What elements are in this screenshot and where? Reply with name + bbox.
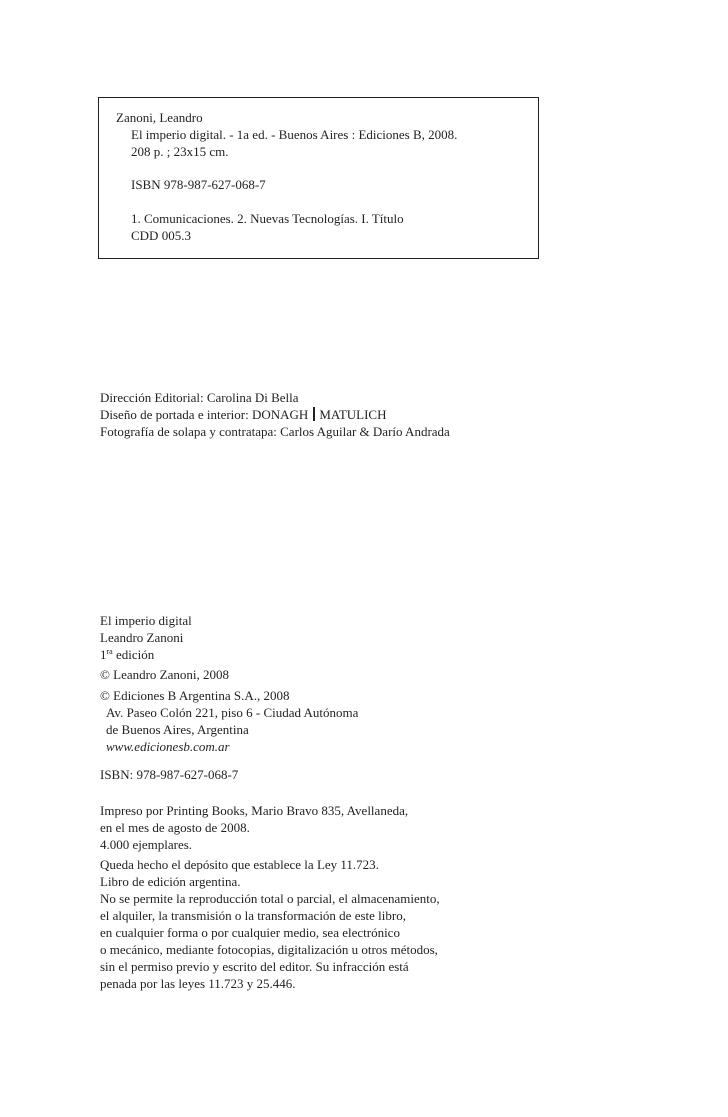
catalog-physical-description: 208 p. ; 23x15 cm. xyxy=(131,144,229,159)
imprint-title-block xyxy=(100,612,192,663)
legal-line: Libro de edición argentina. xyxy=(100,874,241,889)
editorial-direction: Dirección Editorial: Carolina Di Bella xyxy=(100,390,299,405)
copyright-publisher: © Ediciones B Argentina S.A., 2008 xyxy=(100,688,290,703)
book-title: El imperio digital xyxy=(100,613,192,628)
publisher-block xyxy=(100,687,358,755)
isbn-block xyxy=(100,766,238,783)
imprint-isbn: ISBN: 978-987-627-068-7 xyxy=(100,767,239,782)
catalog-subjects: 1. Comunicaciones. 2. Nuevas Tecnologías. I. Título xyxy=(131,211,404,226)
legal-line: Queda hecho el depósito que establece la Ley 11.723. xyxy=(100,857,379,872)
legal-line: sin el permiso previo y escrito del editor. Su infracción está xyxy=(100,959,409,974)
photo-credit: Fotografía de solapa y contratapa: Carlos Aguilar & Darío Andrada xyxy=(100,424,450,439)
catalog-author: Zanoni, Leandro xyxy=(116,110,203,125)
copyright-author-block xyxy=(100,666,229,683)
printing-block xyxy=(100,802,408,853)
edition-word: edición xyxy=(112,647,155,662)
legal-line: el alquiler, la transmisión o la transformación de este libro, xyxy=(100,908,406,923)
catalog-isbn: ISBN 978-987-627-068-7 xyxy=(131,177,266,192)
publisher-website: www.edicionesb.com.ar xyxy=(106,739,230,754)
legal-line: penada por las leyes 11.723 y 25.446. xyxy=(100,976,296,991)
catalog-description: El imperio digital. - 1a ed. - Buenos Aires : Ediciones B, 2008. xyxy=(131,127,458,142)
publisher-address-line2: de Buenos Aires, Argentina xyxy=(106,722,249,737)
book-author: Leandro Zanoni xyxy=(100,630,184,645)
design-credit-prefix: Diseño de portada e interior: DONAGH xyxy=(100,407,309,422)
catalog-cdd: CDD 005.3 xyxy=(131,228,191,243)
design-credit-suffix: MATULICH xyxy=(319,407,387,422)
edition-number: 1 xyxy=(100,647,107,662)
print-run: 4.000 ejemplares. xyxy=(100,837,193,852)
printed-by: Impreso por Printing Books, Mario Bravo 835, Avellaneda, xyxy=(100,803,409,818)
separator-bar xyxy=(313,407,315,421)
copyright-author: © Leandro Zanoni, 2008 xyxy=(100,667,230,682)
printed-date: en el mes de agosto de 2008. xyxy=(100,820,250,835)
legal-line: en cualquier forma o por cualquier medio, sea electrónico xyxy=(100,925,400,940)
credits-block xyxy=(100,389,450,440)
design-credit xyxy=(100,406,450,423)
publisher-address-line1: Av. Paseo Colón 221, piso 6 - Ciudad Autónoma xyxy=(106,705,359,720)
edition xyxy=(100,646,192,663)
legal-line: No se permite la reproducción total o parcial, el almacenamiento, xyxy=(100,891,440,906)
edition-ordinal: ra xyxy=(106,647,113,656)
legal-line: o mecánico, mediante fotocopias, digitalización u otros métodos, xyxy=(100,942,438,957)
legal-notice-block xyxy=(100,856,440,992)
